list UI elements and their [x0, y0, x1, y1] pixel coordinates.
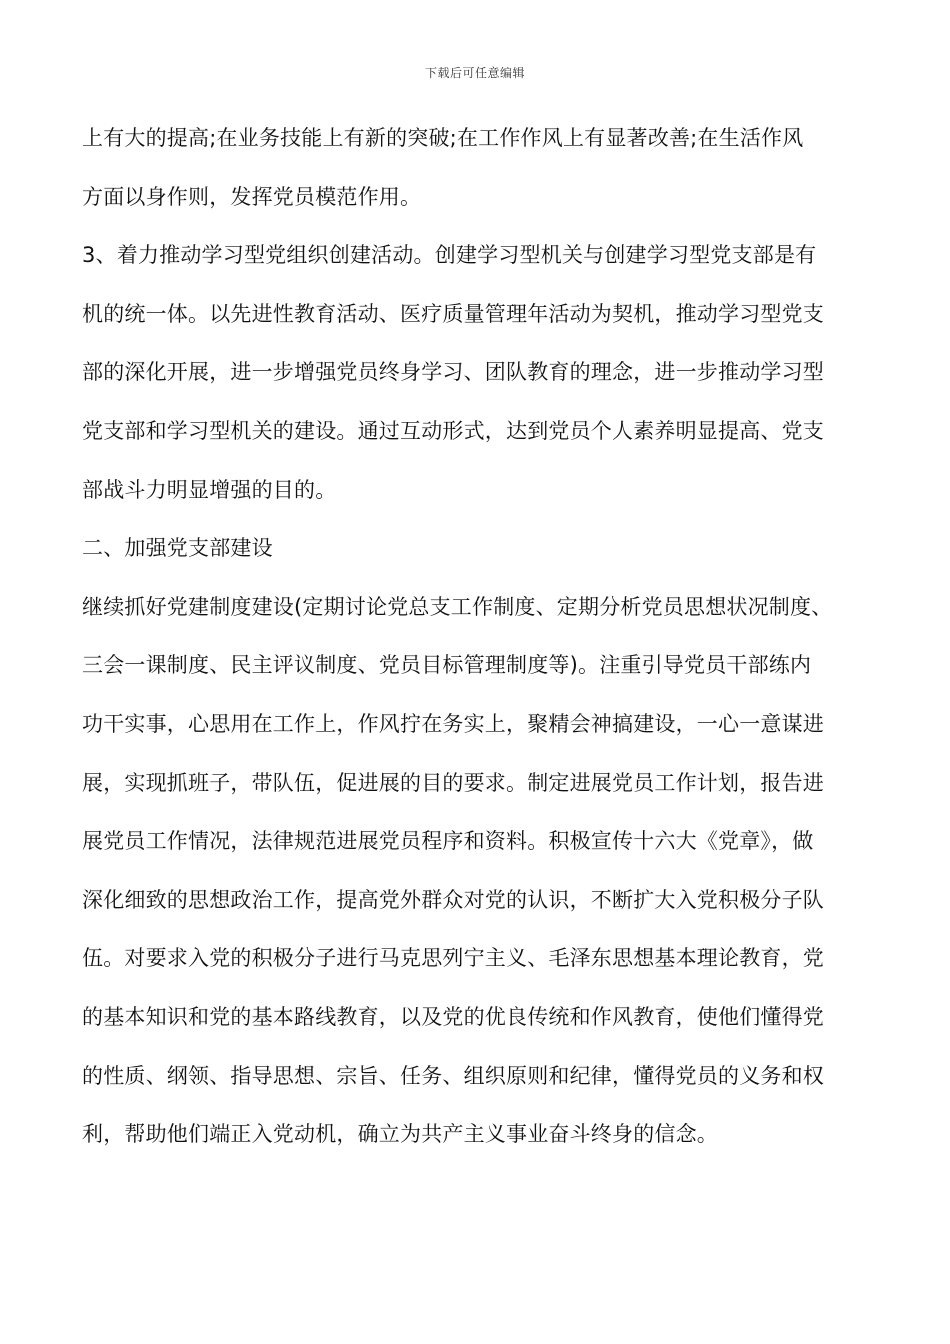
text-line: 方面以身作则，发挥党员模范作用。 [82, 184, 422, 209]
text-line: 继续抓好党建制度建设(定期讨论党总支工作制度、定期分析党员思想状况制度、 [82, 594, 833, 619]
text-line: 深化细致的思想政治工作，提高党外群众对党的认识，不断扩大入党积极分子队 [82, 887, 824, 912]
text-line: 上有大的提高;在业务技能上有新的突破;在工作作风上有显著改善;在生活作风 [82, 126, 804, 150]
text-line: 3、着力推动学习型党组织创建活动。创建学习型机关与创建学习型党支部是有 [82, 243, 817, 268]
text-line: 利，帮助他们端正入党动机，确立为共产主义事业奋斗终身的信念。 [82, 1122, 718, 1147]
text-line: 部战斗力明显增强的目的。 [82, 477, 337, 502]
text-line: 功干实事，心思用在工作上，作风拧在务实上，聚精会神搞建设，一心一意谋进 [82, 711, 824, 736]
text-line: 的基本知识和党的基本路线教育，以及党的优良传统和作风教育，使他们懂得党 [82, 1004, 824, 1029]
text-line: 部的深化开展，进一步增强党员终身学习、团队教育的理念，进一步推动学习型 [82, 360, 824, 385]
section-heading: 二、加强党支部建设 [82, 536, 273, 561]
page-header: 下载后可任意编辑 [424, 66, 525, 80]
text-line: 的性质、纲领、指导思想、宗旨、任务、组织原则和纪律，懂得党员的义务和权 [82, 1063, 824, 1088]
text-line: 展党员工作情况，法律规范进展党员程序和资料。积极宣传十六大《党章》，做 [82, 829, 814, 854]
text-line: 党支部和学习型机关的建设。通过互动形式，达到党员个人素养明显提高、党支 [82, 418, 824, 443]
text-line: 机的统一体。以先进性教育活动、医疗质量管理年活动为契机，推动学习型党支 [82, 301, 824, 326]
text-line: 伍。对要求入党的积极分子进行马克思列宁主义、毛泽东思想基本理论教育，党 [82, 946, 824, 971]
text-line: 展，实现抓班子，带队伍，促进展的目的要求。制定进展党员工作计划，报告进 [82, 770, 824, 795]
document-body [82, 116, 882, 1171]
text-line: 三会一课制度、民主评议制度、党员目标管理制度等)。注重引导党员干部练内 [82, 653, 812, 678]
